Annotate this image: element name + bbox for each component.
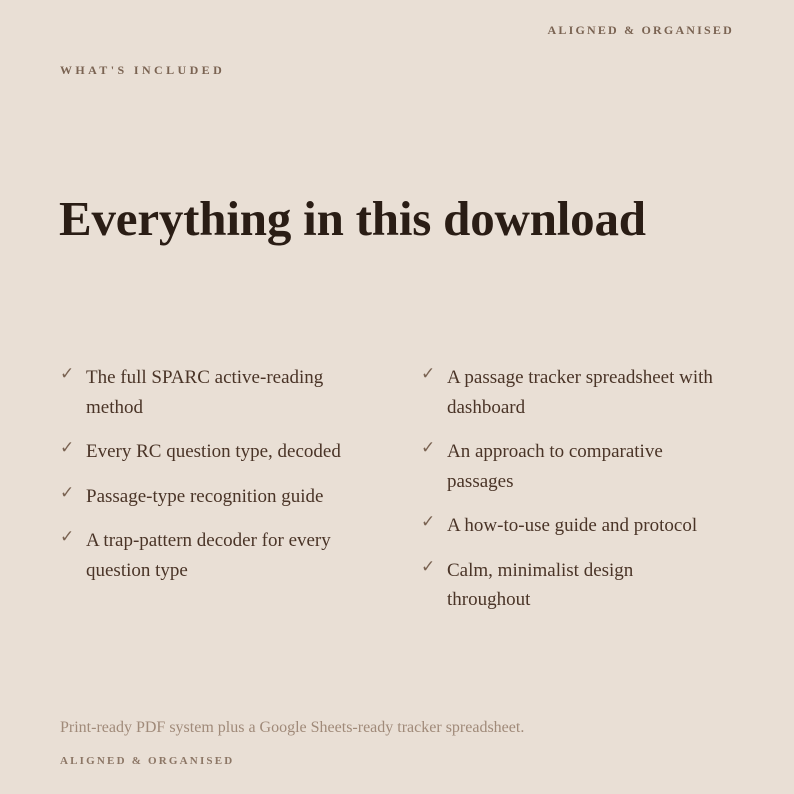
list-item-label: A passage tracker spreadsheet with dashboard xyxy=(447,367,713,418)
list-item xyxy=(60,437,360,467)
section-eyebrow: WHAT'S INCLUDED xyxy=(60,63,226,77)
list-item-label: Passage-type recognition guide xyxy=(86,485,324,507)
included-list-right xyxy=(421,363,721,630)
checkmark-icon: ✓ xyxy=(60,527,75,547)
checkmark-icon: ✓ xyxy=(60,482,75,503)
list-item-label: The full SPARC active-reading method xyxy=(86,367,324,418)
list-item xyxy=(60,526,360,585)
included-list-left xyxy=(60,363,360,600)
list-item xyxy=(421,363,721,422)
list-item xyxy=(421,437,721,496)
list-item-label: A how-to-use guide and protocol xyxy=(447,515,698,536)
checkmark-icon: ✓ xyxy=(60,364,75,384)
list-item-label: A trap-pattern decoder for every question type xyxy=(86,530,331,581)
list-item xyxy=(60,363,360,422)
list-item xyxy=(421,556,721,615)
list-item-label: Calm, minimalist design throughout xyxy=(447,559,634,610)
list-item xyxy=(60,482,360,512)
page-title: Everything in this download xyxy=(59,191,646,246)
checkmark-icon: ✓ xyxy=(421,364,436,384)
checkmark-icon: ✓ xyxy=(421,556,436,577)
checkmark-icon: ✓ xyxy=(421,512,436,532)
footer-note: Print-ready PDF system plus a Google Sheets-ready tracker spreadsheet. xyxy=(60,719,525,736)
list-item xyxy=(421,511,721,541)
list-item-label: An approach to comparative passages xyxy=(447,441,663,492)
brand-wordmark-top: ALIGNED & ORGANISED xyxy=(547,23,734,37)
checkmark-icon: ✓ xyxy=(60,438,75,458)
list-item-label: Every RC question type, decoded xyxy=(86,441,341,462)
brand-wordmark-bottom: ALIGNED & ORGANISED xyxy=(60,755,235,767)
checkmark-icon: ✓ xyxy=(421,438,436,458)
